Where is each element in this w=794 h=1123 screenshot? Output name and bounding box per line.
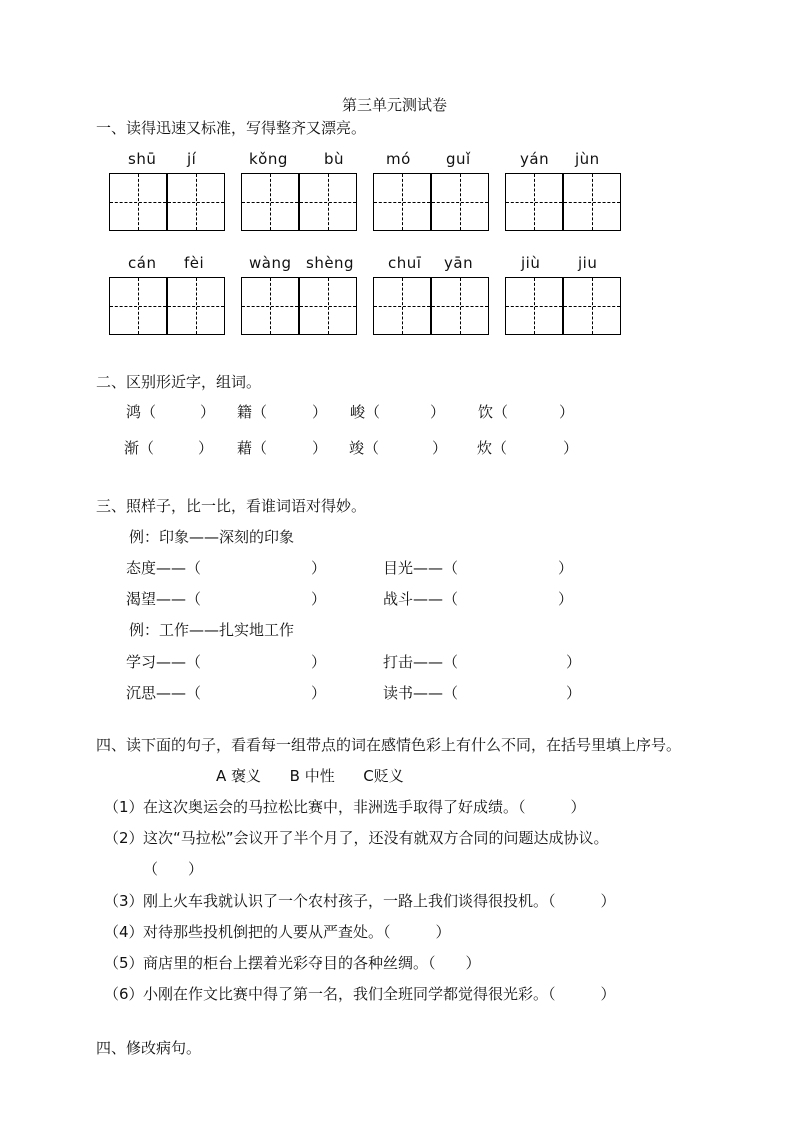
pattern-item: 读书——（ bbox=[383, 684, 459, 702]
page-title: 第三单元测试卷 bbox=[342, 96, 448, 114]
form-char-close: ） bbox=[312, 439, 328, 457]
form-char-close: ） bbox=[430, 403, 446, 421]
form-char-item: 籍（ bbox=[237, 403, 268, 421]
pinyin: fèi bbox=[184, 254, 205, 272]
sentence-text: 对待那些投机倒把的人要从严查处。（ ） bbox=[143, 923, 451, 941]
sentence-text: 小刚在作文比赛中得了第一名，我们全班同学都觉得很光彩。（ ） bbox=[143, 985, 616, 1003]
writing-box[interactable] bbox=[563, 173, 621, 231]
pattern-item: 战斗——（ bbox=[383, 590, 459, 608]
sentence-text: （ ） bbox=[143, 860, 204, 878]
pinyin: shū bbox=[128, 150, 157, 168]
writing-box[interactable] bbox=[241, 173, 299, 231]
sentence-number: （1） bbox=[104, 798, 144, 816]
section-3-heading: 三、照样子，比一比，看谁词语对得妙。 bbox=[96, 497, 367, 515]
sentence-number: （5） bbox=[104, 954, 144, 972]
writing-box[interactable] bbox=[109, 173, 167, 231]
pattern-close: ） bbox=[566, 653, 582, 671]
pattern-close: ） bbox=[558, 590, 574, 608]
pattern-close: ） bbox=[558, 559, 574, 577]
writing-box[interactable] bbox=[167, 173, 225, 231]
pattern-item: 沉思——（ bbox=[126, 684, 202, 702]
writing-box[interactable] bbox=[241, 277, 299, 335]
writing-box[interactable] bbox=[167, 277, 225, 335]
sentence-text: 刚上火车我就认识了一个农村孩子，一路上我们谈得很投机。（ ） bbox=[143, 892, 616, 910]
sentence-number: （2） bbox=[104, 829, 144, 847]
pinyin: mó bbox=[386, 150, 411, 168]
answer-options: A 褒义 B 中性 C贬义 bbox=[216, 767, 404, 785]
pattern-close: ） bbox=[311, 590, 327, 608]
writing-box[interactable] bbox=[563, 277, 621, 335]
pattern-item: 目光——（ bbox=[383, 559, 459, 577]
form-char-item: 竣（ bbox=[349, 439, 380, 457]
pinyin: guǐ bbox=[446, 150, 471, 168]
pinyin: chuī bbox=[388, 254, 422, 272]
section-1-heading: 一、读得迅速又标准，写得整齐又漂亮。 bbox=[96, 119, 367, 137]
pattern-item: 渴望——（ bbox=[126, 590, 202, 608]
writing-box[interactable] bbox=[505, 173, 563, 231]
section-2-heading: 二、区别形近字，组词。 bbox=[96, 373, 262, 391]
writing-box[interactable] bbox=[431, 173, 489, 231]
form-char-item: 炊（ bbox=[477, 439, 508, 457]
writing-box[interactable] bbox=[109, 277, 167, 335]
pinyin: jiù bbox=[521, 254, 541, 272]
sentence-number: （4） bbox=[104, 923, 144, 941]
writing-box[interactable] bbox=[431, 277, 489, 335]
pinyin: jiu bbox=[578, 254, 598, 272]
form-char-item: 渐（ bbox=[124, 439, 155, 457]
pinyin: yān bbox=[444, 254, 474, 272]
pattern-item: 学习——（ bbox=[126, 653, 202, 671]
pinyin: cán bbox=[128, 254, 157, 272]
pattern-item: 打击——（ bbox=[383, 653, 459, 671]
form-char-item: 饮（ bbox=[478, 403, 509, 421]
pattern-close: ） bbox=[311, 559, 327, 577]
pattern-close: ） bbox=[311, 684, 327, 702]
pinyin: bù bbox=[324, 150, 345, 168]
pinyin: wàng bbox=[249, 254, 292, 272]
pinyin: shèng bbox=[306, 254, 355, 272]
example-1: 例：印象——深刻的印象 bbox=[129, 528, 295, 546]
form-char-close: ） bbox=[312, 403, 328, 421]
form-char-item: 鸿（ bbox=[126, 403, 157, 421]
pinyin: yán bbox=[520, 150, 550, 168]
pinyin: jùn bbox=[575, 150, 600, 168]
pattern-close: ） bbox=[311, 653, 327, 671]
section-5-heading: 四、修改病句。 bbox=[96, 1039, 202, 1057]
writing-box[interactable] bbox=[505, 277, 563, 335]
form-char-close: ） bbox=[200, 403, 216, 421]
pattern-item: 态度——（ bbox=[126, 559, 202, 577]
example-2: 例：工作——扎实地工作 bbox=[129, 621, 295, 639]
writing-box[interactable] bbox=[299, 173, 357, 231]
sentence-text: 这次“马拉松”会议开了半个月了，还没有就双方合同的问题达成协议。 bbox=[143, 829, 609, 847]
writing-box[interactable] bbox=[373, 277, 431, 335]
sentence-text: 商店里的柜台上摆着光彩夺目的各种丝绸。（ ） bbox=[143, 954, 481, 972]
sentence-number: （3） bbox=[104, 892, 144, 910]
writing-box[interactable] bbox=[299, 277, 357, 335]
form-char-close: ） bbox=[432, 439, 448, 457]
form-char-item: 峻（ bbox=[350, 403, 381, 421]
writing-box[interactable] bbox=[373, 173, 431, 231]
form-char-item: 藉（ bbox=[237, 439, 268, 457]
form-char-close: ） bbox=[563, 439, 579, 457]
sentence-text: 在这次奥运会的马拉松比赛中，非洲选手取得了好成绩。（ ） bbox=[143, 798, 586, 816]
pinyin: kǒng bbox=[249, 150, 288, 168]
pinyin: jí bbox=[187, 150, 197, 168]
pattern-close: ） bbox=[566, 684, 582, 702]
form-char-close: ） bbox=[198, 439, 214, 457]
form-char-close: ） bbox=[559, 403, 575, 421]
sentence-number: （6） bbox=[104, 985, 144, 1003]
section-4-heading: 四、读下面的句子，看看每一组带点的词在感情色彩上有什么不同，在括号里填上序号。 bbox=[96, 736, 682, 754]
